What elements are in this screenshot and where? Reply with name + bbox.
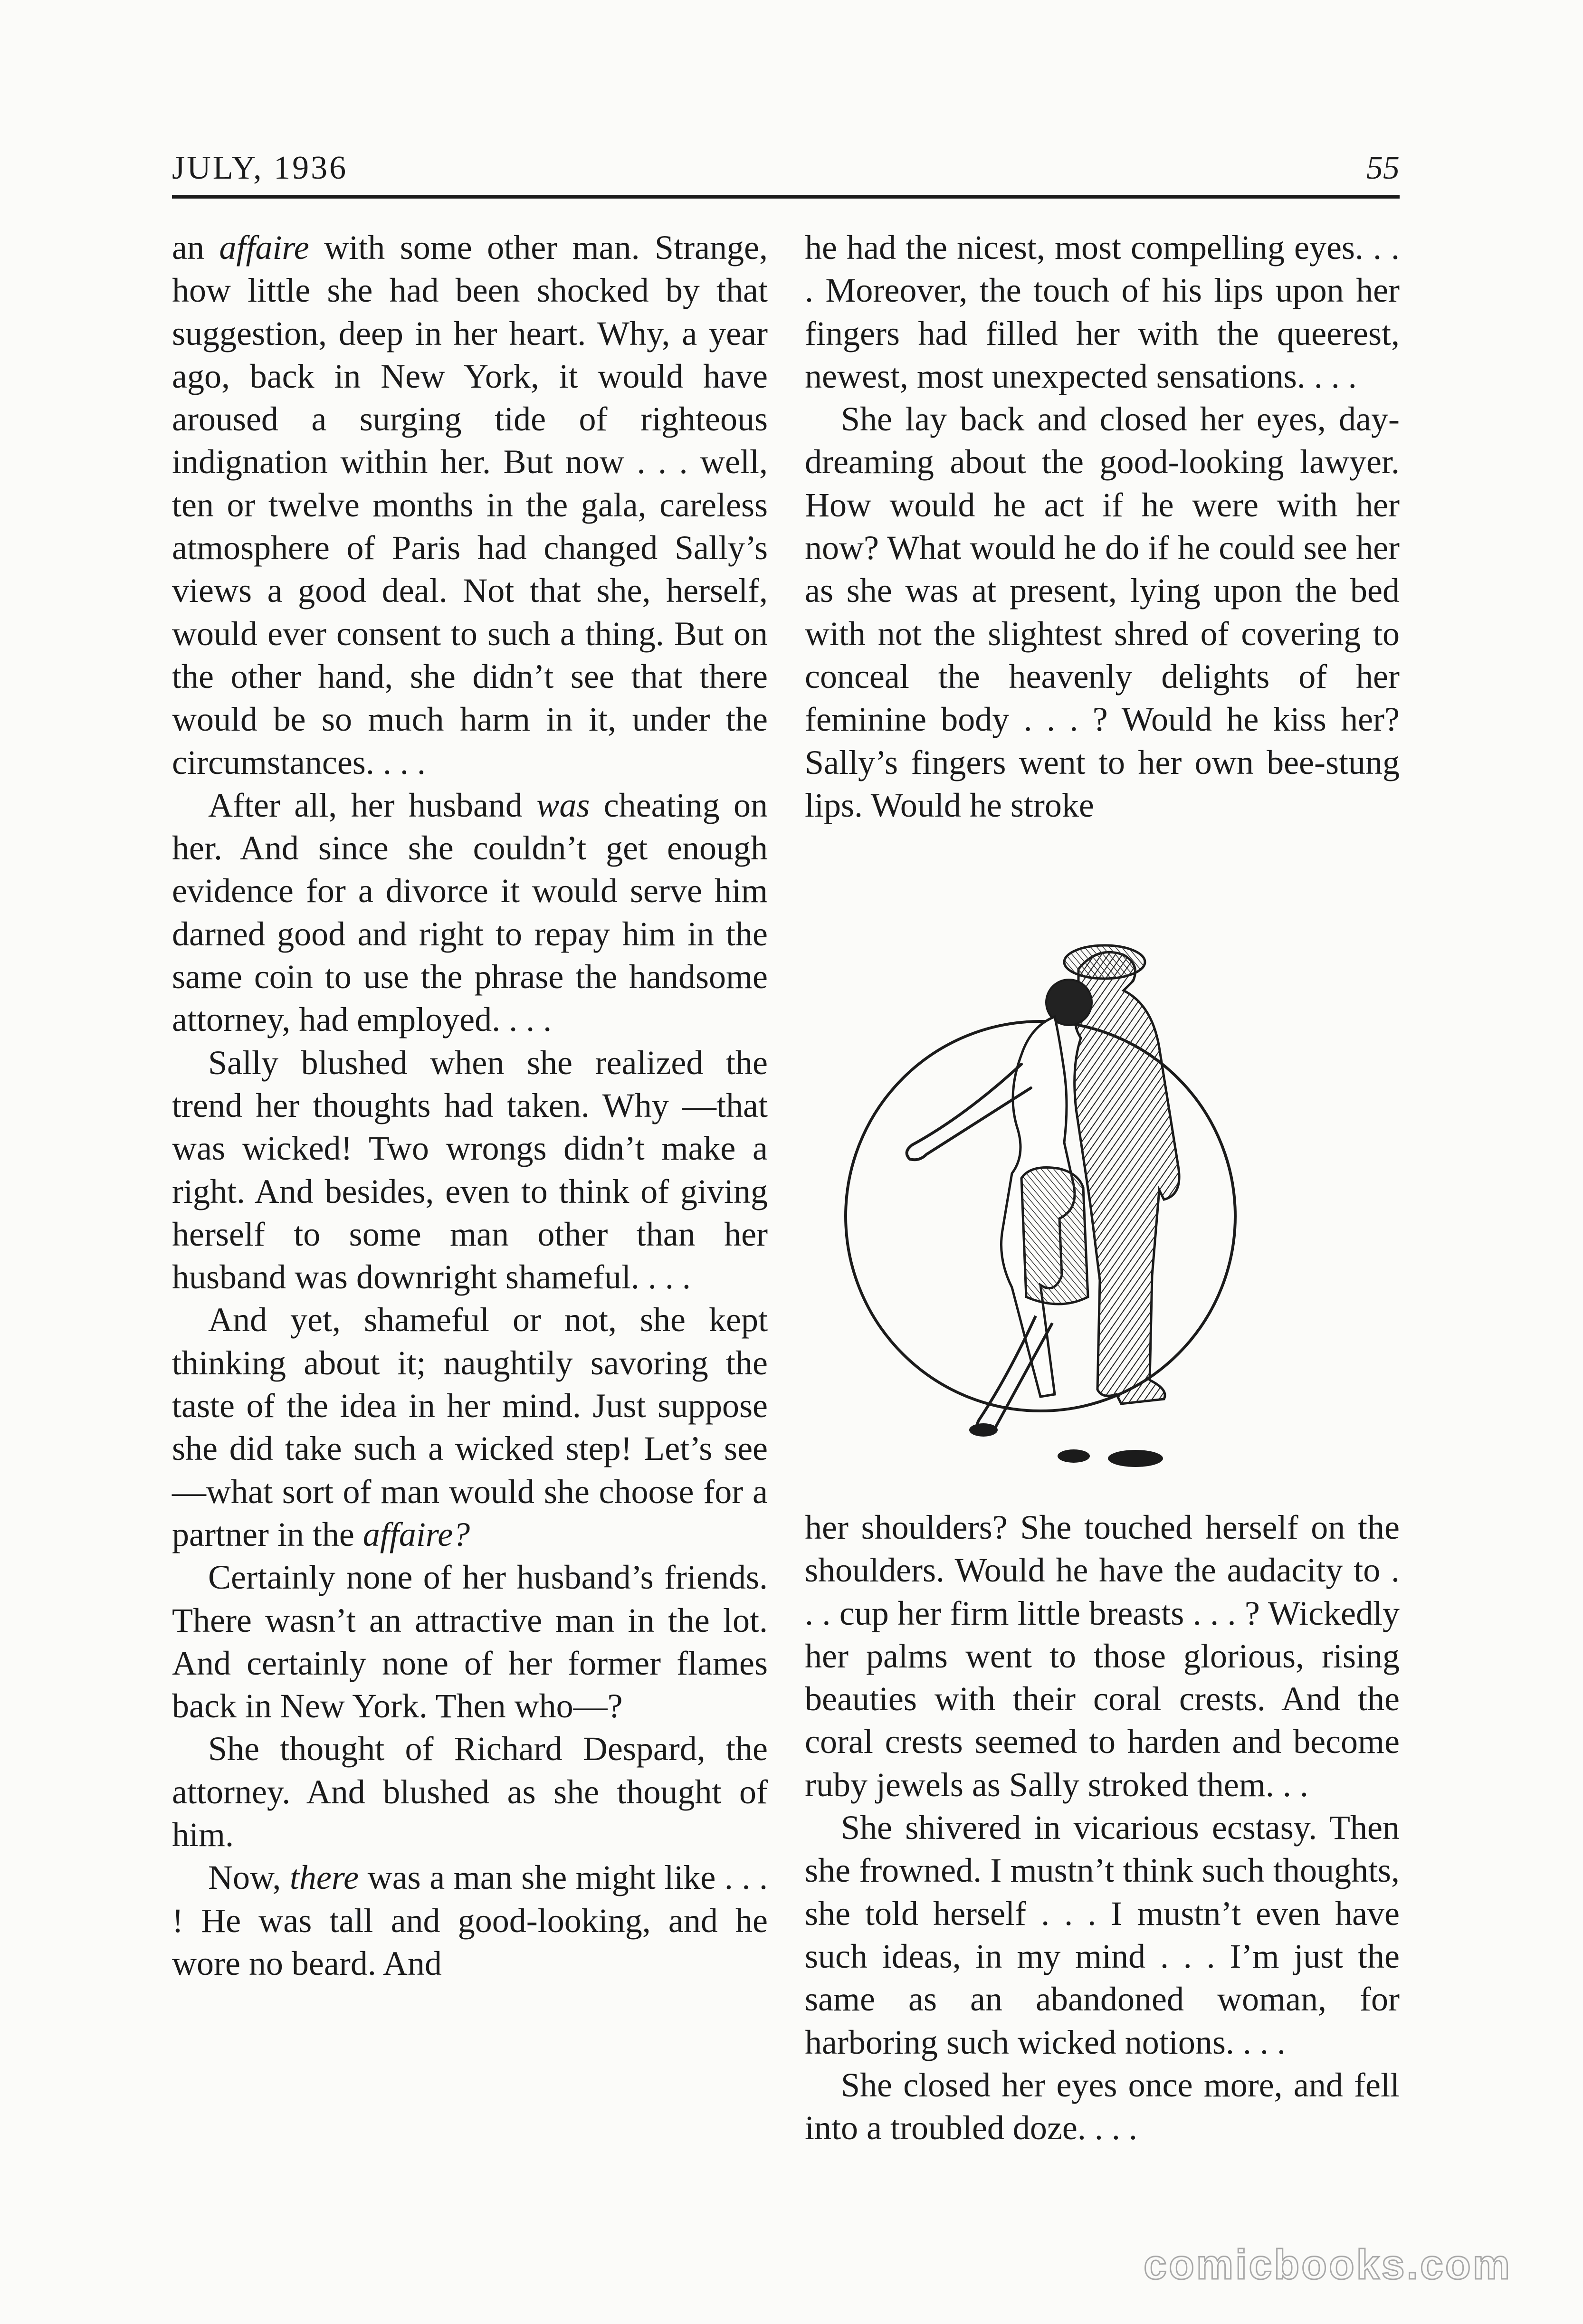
text-run: Sally blushed when she realized the trend her thoughts had taken. Why —that was wicked! Two wrongs didn’t make a right. And besides, even to think of giving herself to some man other than her husband was downright shameful. . . . <box>172 1043 768 1296</box>
italic-text: there <box>289 1858 359 1897</box>
text-run: he had the nicest, most compelling eyes. . . . Moreover, the touch of his lips upon her fingers had filled her with the queerest, newest, most unexpected sensations. . . . <box>805 229 1400 395</box>
paragraph <box>172 1727 768 1856</box>
watermark: comicbooks.com <box>1144 2241 1512 2288</box>
paragraph <box>172 1856 768 1985</box>
italic-text: was <box>536 786 590 824</box>
right-column-bottom <box>805 1506 1400 2149</box>
text-run: was a man she might like . . . ! He was tall and good-looking, and he wore no beard. And <box>172 1858 768 1982</box>
man-figure <box>1075 952 1179 1404</box>
man-cap <box>1064 945 1145 979</box>
paragraph <box>805 1806 1400 2064</box>
paragraph <box>805 398 1400 827</box>
text-run: Now, <box>208 1858 290 1897</box>
paragraph <box>805 226 1400 398</box>
paragraph <box>805 1506 1400 1806</box>
text-run: After all, her husband <box>208 786 537 824</box>
text-run: She shivered in vicarious ecstasy. Then she frowned. I mustn’t think such thoughts, she told herself . . . I mustn’t even have such ideas, in my mind . . . I’m just the same as an abandoned woman, for harboring such wicked notions. . . . <box>805 1809 1400 2061</box>
right-column-top <box>805 226 1400 827</box>
text-run: And yet, shameful or not, she kept thinking about it; naughtily savoring the taste of the idea in her mind. Just suppose she did take such a wicked step! Let’s see—what sort of man would she choose for a partner in the <box>172 1301 768 1553</box>
paragraph <box>172 226 768 784</box>
italic-text: affaire? <box>362 1515 470 1553</box>
left-column <box>172 226 768 1985</box>
paragraph <box>172 784 768 1041</box>
shoe-man <box>1108 1450 1163 1467</box>
italic-text: affaire <box>219 229 309 267</box>
illustration-couple-kissing <box>831 912 1249 1496</box>
page-header <box>172 142 1400 199</box>
running-head-date: JULY, 1936 <box>172 150 348 186</box>
text-run: She lay back and closed her eyes, day-dreaming about the good-looking lawyer. How would he act if he were with her now? What would he do if he could see her as she was at present, lying upon the bed with not the slightest shred of covering to conceal the heavenly delights of her feminine body . . . ? Would he kiss her? Sally’s fingers went to her own bee-stung lips. Would he stroke <box>805 400 1400 824</box>
woman-arm <box>907 1064 1031 1160</box>
text-run: She closed her eyes once more, and fell into a troubled doze. . . . <box>805 2066 1400 2147</box>
text-run: cheating on her. And since she couldn’t get enough evidence for a divorce it would serve him darned good and right to repay him in the same coin to use the phrase the handsome attorney, had employed. . . . <box>172 786 768 1039</box>
text-run: She thought of Richard Despard, the attorney. And blushed as she thought of him. <box>172 1730 768 1854</box>
text-run: Certainly none of her husband’s friends. There wasn’t an attractive man in the lot. And certainly none of her former flames back in New York. Then who—? <box>172 1558 768 1725</box>
paragraph <box>172 1041 768 1299</box>
page-number: 55 <box>1366 150 1400 186</box>
text-run: her shoulders? She touched herself on the shoulders. Would he have the audacity to . . . cup her firm little breasts . . . ? Wickedly her palms went to those glorious, rising beauties with their coral crests. And the coral crests seemed to harden and become ruby jewels as Sally stroked them. . . <box>805 1508 1400 1804</box>
paragraph <box>172 1556 768 1727</box>
paragraph <box>172 1298 768 1556</box>
woman-skirt <box>1021 1168 1088 1305</box>
shoe-right <box>1058 1449 1090 1463</box>
shoe-left <box>969 1423 998 1437</box>
paragraph <box>805 2064 1400 2150</box>
text-run: an <box>172 229 219 267</box>
text-run: with some other man. Strange, how little she had been shocked by that suggestion, deep in her heart. Why, a year ago, back in New York, it would have aroused a surging tide of righteous indignation within her. But now . . . well, ten or twelve months in the gala, careless atmosphere of Paris had changed Sally’s views a good deal. Not that she, herself, would ever consent to such a thing. But on the other hand, she didn’t see that there would be so much harm in it, under the circumstances. . . . <box>172 229 768 781</box>
